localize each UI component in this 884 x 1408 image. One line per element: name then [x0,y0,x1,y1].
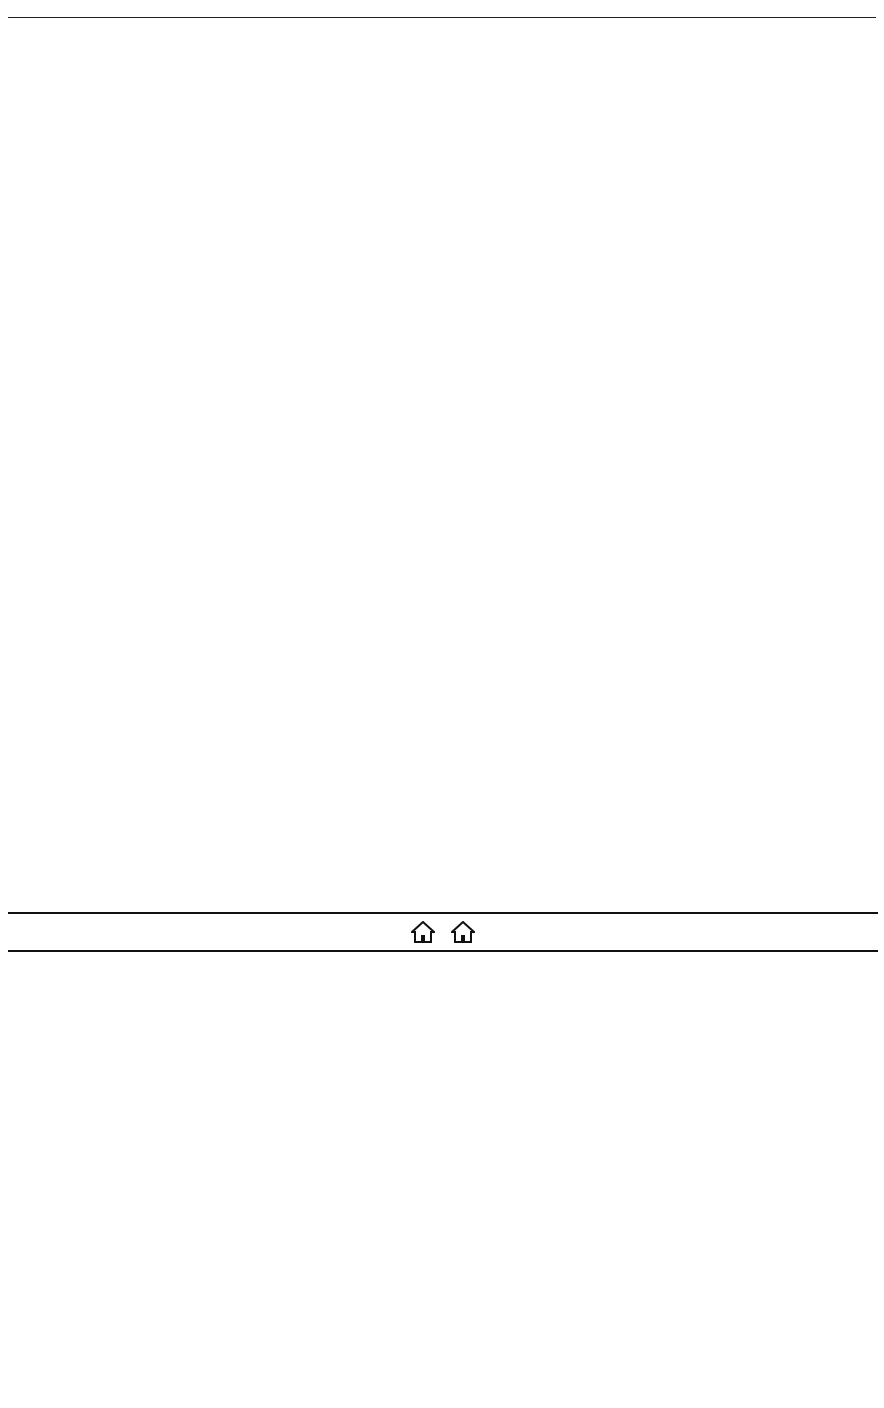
help-wanted-classifieds [8,20,878,910]
house-icon [411,921,435,943]
house-icon [451,921,475,943]
home-service-guide-banner [8,912,878,952]
service-guide-listings [8,955,878,1403]
masthead [8,4,876,18]
